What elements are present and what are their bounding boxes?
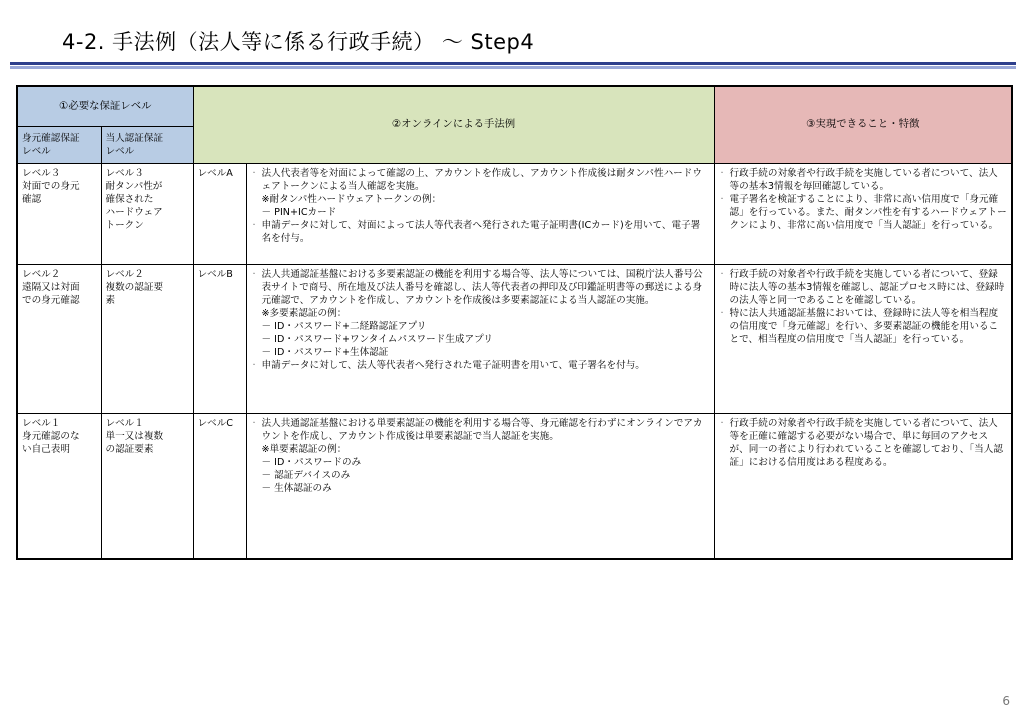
assurance-level-table [16,85,1013,560]
header-features: ③実現できること・特徴 [714,86,1012,163]
table-row [17,413,1012,559]
list-item: － ID・パスワード+ワンタイムパスワード生成アプリ [261,333,493,345]
identity-level-cell: レベル３ 対面での身元 確認 [17,163,101,264]
list-item: － ID・パスワード+生体認証 [261,346,389,358]
table-row [17,163,1012,264]
method-cell [246,163,714,264]
method-level-cell: レベルC [193,413,246,559]
list-item: · 行政手続の対象者や行政手続を実施している者について、登録時に法人等の基本3情報を確認し、認証プロセス時には、登録時の法人等と同一であることを確認している。 [719,268,1008,307]
method-cell [246,413,714,559]
list-item: · 行政手続の対象者や行政手続を実施している者について、法人等の基本3情報を毎回確認している。 [719,167,1008,193]
list-item: · 申請データに対して、法人等代表者へ発行された電子証明書を用いて、電子署名を付与。 [251,359,710,372]
list-item: · 行政手続の対象者や行政手続を実施している者について、法人等を正確に確認する必要がない場合で、単に毎回のアクセスが、同一の者により行われていることを確認しており、「当人認証」における信用度はある程度ある。 [719,417,1008,469]
method-level-cell: レベルA [193,163,246,264]
list-item: ※多要素認証の例： [261,307,347,319]
header-online-method: ②オンラインによる手法例 [193,86,714,163]
feature-cell [714,413,1012,559]
auth-level-cell: レベル３ 耐タンパ性が 確保された ハードウェア トークン [101,163,193,264]
method-level-cell: レベルB [193,264,246,413]
list-item: · 法人代表者等を対面によって確認の上、アカウントを作成し、アカウント作成後は耐タンパ性ハードウェアトークンによる当人確認を実施。 [251,167,710,193]
list-item: ※単要素認証の例： [261,443,347,455]
list-item: · 電子署名を検証することにより、非常に高い信用度で「身元確認」を行っている。また、耐タンパ性を有するハードウェアトークンにより、非常に高い信用度で「当人認証」を行っている。 [719,193,1008,232]
feature-cell [714,264,1012,413]
identity-level-cell: レベル２ 遠隔又は対面 での身元確認 [17,264,101,413]
list-item: · 特に法人共通認証基盤においては、登録時に法人等を相当程度の信用度で「身元確認」を行い、多要素認証の機能を用いることで、相当程度の信用度で「当人認証」を行っている。 [719,307,1008,346]
header-required-level: ①必要な保証レベル [17,86,193,126]
page-title: 4-2. 手法例（法人等に係る行政手続） 〜 Step4 [62,30,535,54]
page-number: 6 [1002,694,1010,708]
header-identity-level: 身元確認保証 レベル [17,126,101,163]
list-item: ※耐タンパ性ハードウェアトークンの例： [261,193,442,205]
auth-level-cell: レベル１ 単一又は複数 の認証要素 [101,413,193,559]
header-auth-level: 当人認証保証 レベル [101,126,193,163]
list-item: · 法人共通認証基盤における多要素認証の機能を利用する場合等、法人等については、国税庁法人番号公表サイトで商号、所在地及び法人番号を確認し、法人等代表者の押印及び印鑑証明書等の郵送による身元確認で、アカウントを作成し、アカウントを作成後は多要素認証による当人認証の実施。 [251,268,710,307]
auth-level-cell: レベル２ 複数の認証要 素 [101,264,193,413]
title-underline-shadow [10,66,1016,69]
list-item: － PIN+ICカード [261,206,337,218]
list-item: － 認証デバイスのみ [261,469,351,481]
list-item: · 法人共通認証基盤における単要素認証の機能を利用する場合等、身元確認を行わずにオンラインでアカウントを作成し、アカウント作成後は単要素認証で当人認証を実施。 [251,417,710,443]
list-item: · 申請データに対して、対面によって法人等代表者へ発行された電子証明書(ICカード)を用いて、電子署名を付与。 [251,219,710,245]
list-item: － ID・パスワードのみ [261,456,362,468]
list-item: － 生体認証のみ [261,482,332,494]
table-row [17,264,1012,413]
identity-level-cell: レベル１ 身元確認のな い自己表明 [17,413,101,559]
method-cell [246,264,714,413]
list-item: － ID・パスワード+二経路認証アプリ [261,320,427,332]
title-underline [10,62,1016,65]
feature-cell [714,163,1012,264]
